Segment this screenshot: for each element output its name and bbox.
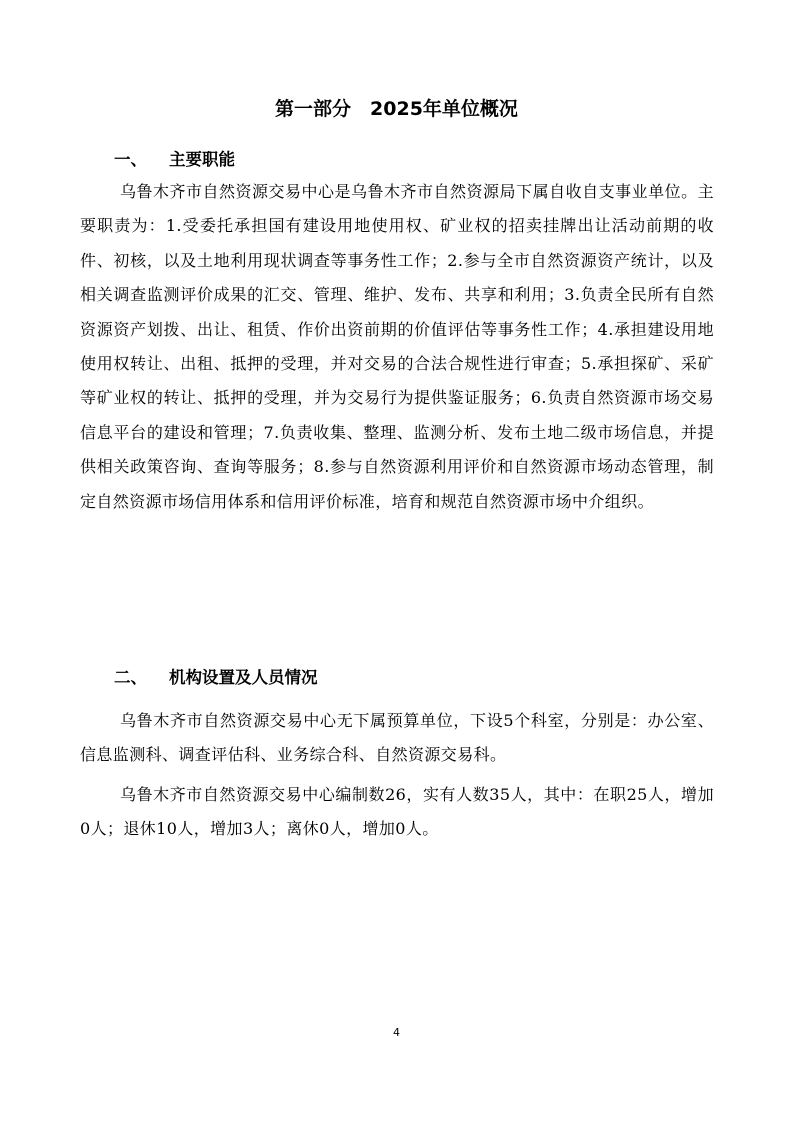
section-number: 二、 [114, 668, 147, 687]
page-title: 第一部分 2025年单位概况 [275, 98, 518, 120]
paragraph-staff: 乌鲁木齐市自然资源交易中心编制数26，实有人数35人，其中：在职25人，增加0人；退休10人，增加3人；离休0人，增加0人。 [80, 785, 714, 839]
section-heading-text: 主要职能 [169, 150, 235, 169]
section-number: 一、 [114, 150, 147, 169]
paragraph-organization: 乌鲁木齐市自然资源交易中心无下属预算单位，下设5个科室，分别是：办公室、信息监测科、调查评估科、业务综合科、自然资源交易科。 [80, 711, 714, 765]
paragraph-main-functions: 乌鲁木齐市自然资源交易中心是乌鲁木齐市自然资源局下属自收自支事业单位。主要职责为：1.受委托承担国有建设用地使用权、矿业权的招卖挂牌出让活动前期的收件、初核，以及土地利用现状调查等事务性工作；2.参与全市自然资源资产统计，以及相关调查监测评价成果的汇交、管理、维护、发布、共享和利用；3.负责全民所有自然资源资产划拨、出让、租赁、作价出资前期的价值评估等事务性工作；4.承担建设用地使用权转让、出租、抵押的受理，并对交易的合法合规性进行审查；5.承担探矿、采矿等矿业权的转让、抵押的受理，并为交易行为提供鉴证服务；6.负责自然资源市场交易信息平台的建设和管理；7.负责收集、整理、监测分析、发布土地二级市场信息，并提供相关政策咨询、查询等服务；8.参与自然资源利用评价和自然资源市场动态管理，制定自然资源市场信用体系和信用评价标准，培育和规范自然资源市场中介组织。 [80, 182, 714, 511]
section-heading-text: 机构设置及人员情况 [169, 668, 318, 687]
section-heading-main-functions [114, 147, 235, 173]
page-number: 4 [393, 1026, 400, 1039]
section-heading-organization-staff [114, 665, 318, 691]
